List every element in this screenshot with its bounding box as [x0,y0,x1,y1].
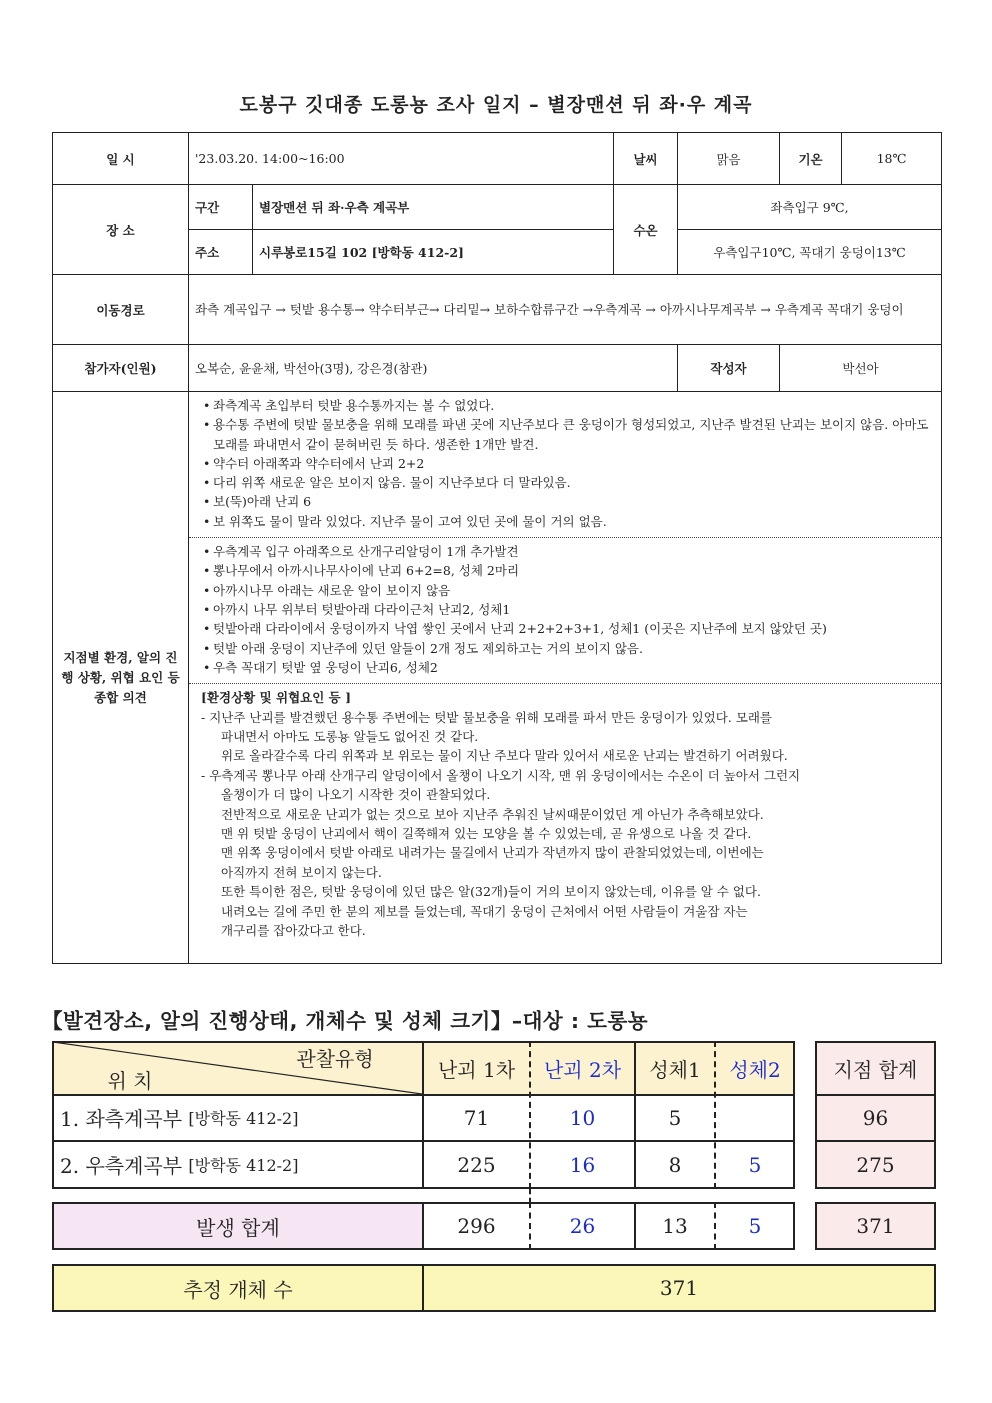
cell-value: 5 [668,1105,682,1130]
temp-label: 기온 [780,133,842,185]
writer-value: 박선아 [780,345,942,392]
note-item: • 우측계곡 입구 아래쪽으로 산개구리알덩이 1개 추가발견 [201,542,931,561]
col-egg-2: 난괴 2차 [543,1057,622,1082]
env-title: [환경상황 및 위협요인 등 ] [201,690,351,706]
env-line: - 지난주 난괴를 발견했던 용수통 주변에는 텃밭 물보충을 위해 모래를 파서 만든 웅덩이가 있었다. 모래를 [201,709,772,725]
water-temp-value-left: 좌측입구 9℃, [678,185,942,230]
col-adult-1: 성체1 [649,1057,701,1082]
date-label: 일 시 [53,133,189,185]
water-temp-value-right: 우측입구10℃, 꼭대기 웅덩이13℃ [678,230,942,275]
cell-value: 16 [569,1152,596,1177]
cell-value: 10 [569,1105,596,1130]
row-name: 1. 좌측계곡부 [60,1107,183,1131]
cell-value: 5 [748,1152,762,1177]
opinion-label: 지점별 환경, 알의 진행 상황, 위협 요인 등 종합 의견 [53,392,189,964]
writer-label: 작성자 [678,345,780,392]
page-title: 도봉구 깃대종 도롱뇽 조사 일지 – 별장맨션 뒤 좌·우 계곡 [239,94,753,116]
sum-label: 발생 합계 [196,1215,280,1240]
survey-log-table [52,132,942,964]
env-line: - 우측계곡 뽕나무 아래 산개구리 알덩이에서 올챙이 나오기 시작, 맨 위 웅덩이에서는 수온이 더 높아서 그런지 [201,767,801,783]
route-value: 좌측 계곡입구 → 텃밭 용수통→ 약수터부근→ 다리밑→ 보하수합류구간 →우측계곡 → 아까시나무계곡부 → 우측계곡 꼭대기 웅덩이 [189,275,942,345]
right-valley-notes [195,538,935,683]
note-item: • 아까시나무 아래는 새로운 알이 보이지 않음 [201,581,931,600]
place-label: 장 소 [53,185,189,275]
row-name: 2. 우측계곡부 [60,1154,183,1178]
note-item: • 약수터 아래쪽과 약수터에서 난괴 2+2 [201,454,931,473]
sum-value: 26 [569,1214,596,1238]
participants-value: 오복순, 윤윤채, 박선아(3명), 강은경(참관) [189,345,678,392]
col-egg-1: 난괴 1차 [437,1057,516,1082]
left-valley-notes [195,392,935,537]
section-value: 별장맨션 뒤 좌·우측 계곡부 [253,185,614,230]
header-position: 위 치 [107,1068,153,1093]
note-item: • 텃밭 아래 웅덩이 지난주에 있던 알들이 2개 정도 제외하고는 거의 보이지 않음. [201,639,931,658]
date-value: '23.03.20. 14:00~16:00 [189,133,614,185]
env-line: 아직까지 전혀 보이지 않는다. [221,864,382,880]
estimate-value: 371 [659,1276,699,1300]
cell-value: 71 [463,1105,490,1130]
environment-notes [195,684,935,946]
env-line: 위로 올라갈수록 다리 위쪽과 보 위로는 물이 지난 주보다 말라 있어서 새로운 난괴는 발견하기 어려웠다. [221,748,788,764]
env-line: 개구리를 잡아갔다고 한다. [221,923,366,939]
address-value: 시루봉로15길 102 [방학동 412-2] [253,230,614,275]
note-item: • 텃밭아래 다라이에서 웅덩이까지 낙엽 쌓인 곳에서 난괴 2+2+2+3+1, 성체1 (이곳은 지난주에 보지 않았던 곳) [201,619,931,638]
note-item: • 우측 꼭대기 텃밭 옆 웅덩이 난괴6, 성체2 [201,658,931,677]
note-item: • 보(뚝)아래 난괴 6 [201,492,931,511]
env-line: 맨 위쪽 웅덩이에서 텃밭 아래로 내려가는 물길에서 난괴가 작년까지 많이 관찰되었었는데, 이번에는 [221,845,764,861]
water-temp-label: 수온 [614,185,678,275]
note-item: • 다리 위쪽 새로운 알은 보이지 않음. 물이 지난주보다 더 말라있음. [201,473,931,492]
note-item: • 좌측계곡 초입부터 텃밭 용수통까지는 볼 수 없었다. [201,396,931,415]
route-label: 이동경로 [53,275,189,345]
row-left-valley [60,1095,420,1140]
section-heading: 【발견장소, 알의 진행상태, 개체수 및 성체 크기】–대상 : 도롱뇽 [42,1009,649,1033]
cell-value: 225 [457,1152,496,1177]
row-right-valley [60,1141,420,1188]
env-line: 내려오는 길에 주민 한 분의 제보를 들었는데, 꼭대기 웅덩이 근처에서 어떤 사람들이 겨울잠 자는 [221,903,748,919]
connector-dash [529,1189,531,1203]
cell-value [716,1095,794,1140]
section-label: 구간 [189,185,253,230]
point-total-value: 275 [856,1152,895,1177]
col-point-total: 지점 합계 [833,1057,918,1082]
note-item: • 아까시 나무 위부터 텃밭아래 다라이근처 난괴2, 성체1 [201,600,931,619]
col-adult-2: 성체2 [729,1057,781,1082]
row-address: [방학동 412-2] [188,1156,299,1175]
sum-total-value: 371 [856,1214,895,1238]
address-label: 주소 [189,230,253,275]
temp-value: 18℃ [842,133,942,185]
env-line: 또한 특이한 점은, 텃밭 웅덩이에 있던 많은 알(32개)들이 거의 보이지 않았는데, 이유를 알 수 없다. [221,884,761,900]
sum-value: 13 [662,1214,688,1238]
sum-value: 5 [748,1214,762,1238]
estimate-label: 추정 개체 수 [183,1277,293,1302]
weather-value: 맑음 [678,133,780,185]
sum-value: 296 [457,1214,496,1238]
note-item: • 보 위쪽도 물이 말라 있었다. 지난주 물이 고여 있던 곳에 물이 거의 없음. [201,512,931,531]
header-type: 관찰유형 [296,1046,374,1071]
cell-value: 8 [668,1152,682,1177]
participants-label: 참가자(인원) [53,345,189,392]
weather-label: 날씨 [614,133,678,185]
env-line: 전반적으로 새로운 난괴가 없는 것으로 보아 지난주 추워진 날씨때문이었던 게 아닌가 추측해보았다. [221,806,764,822]
point-total-value: 96 [862,1105,889,1130]
env-line: 올챙이가 더 많이 나오기 시작한 것이 관찰되었다. [221,787,491,803]
note-item: • 뽕나무에서 아까시나무사이에 난괴 6+2=8, 성체 2마리 [201,561,931,580]
env-line: 파내면서 아마도 도롱뇽 알들도 없어진 것 같다. [221,728,479,744]
row-address: [방학동 412-2] [188,1109,299,1128]
note-item: • 용수통 주변에 텃밭 물보충을 위해 모래를 파낸 곳에 지난주보다 큰 웅덩이가 형성되었고, 지난주 발견된 난괴는 보이지 않음. 아마도 모래를 파내면서 같이 묻혀버린 듯 하다. 생존한 1개만 발견. [201,415,931,454]
env-line: 맨 위 텃밭 웅덩이 난괴에서 핵이 길쭉해져 있는 모양을 볼 수 있었는데, 곧 유생으로 나올 것 같다. [221,826,752,841]
